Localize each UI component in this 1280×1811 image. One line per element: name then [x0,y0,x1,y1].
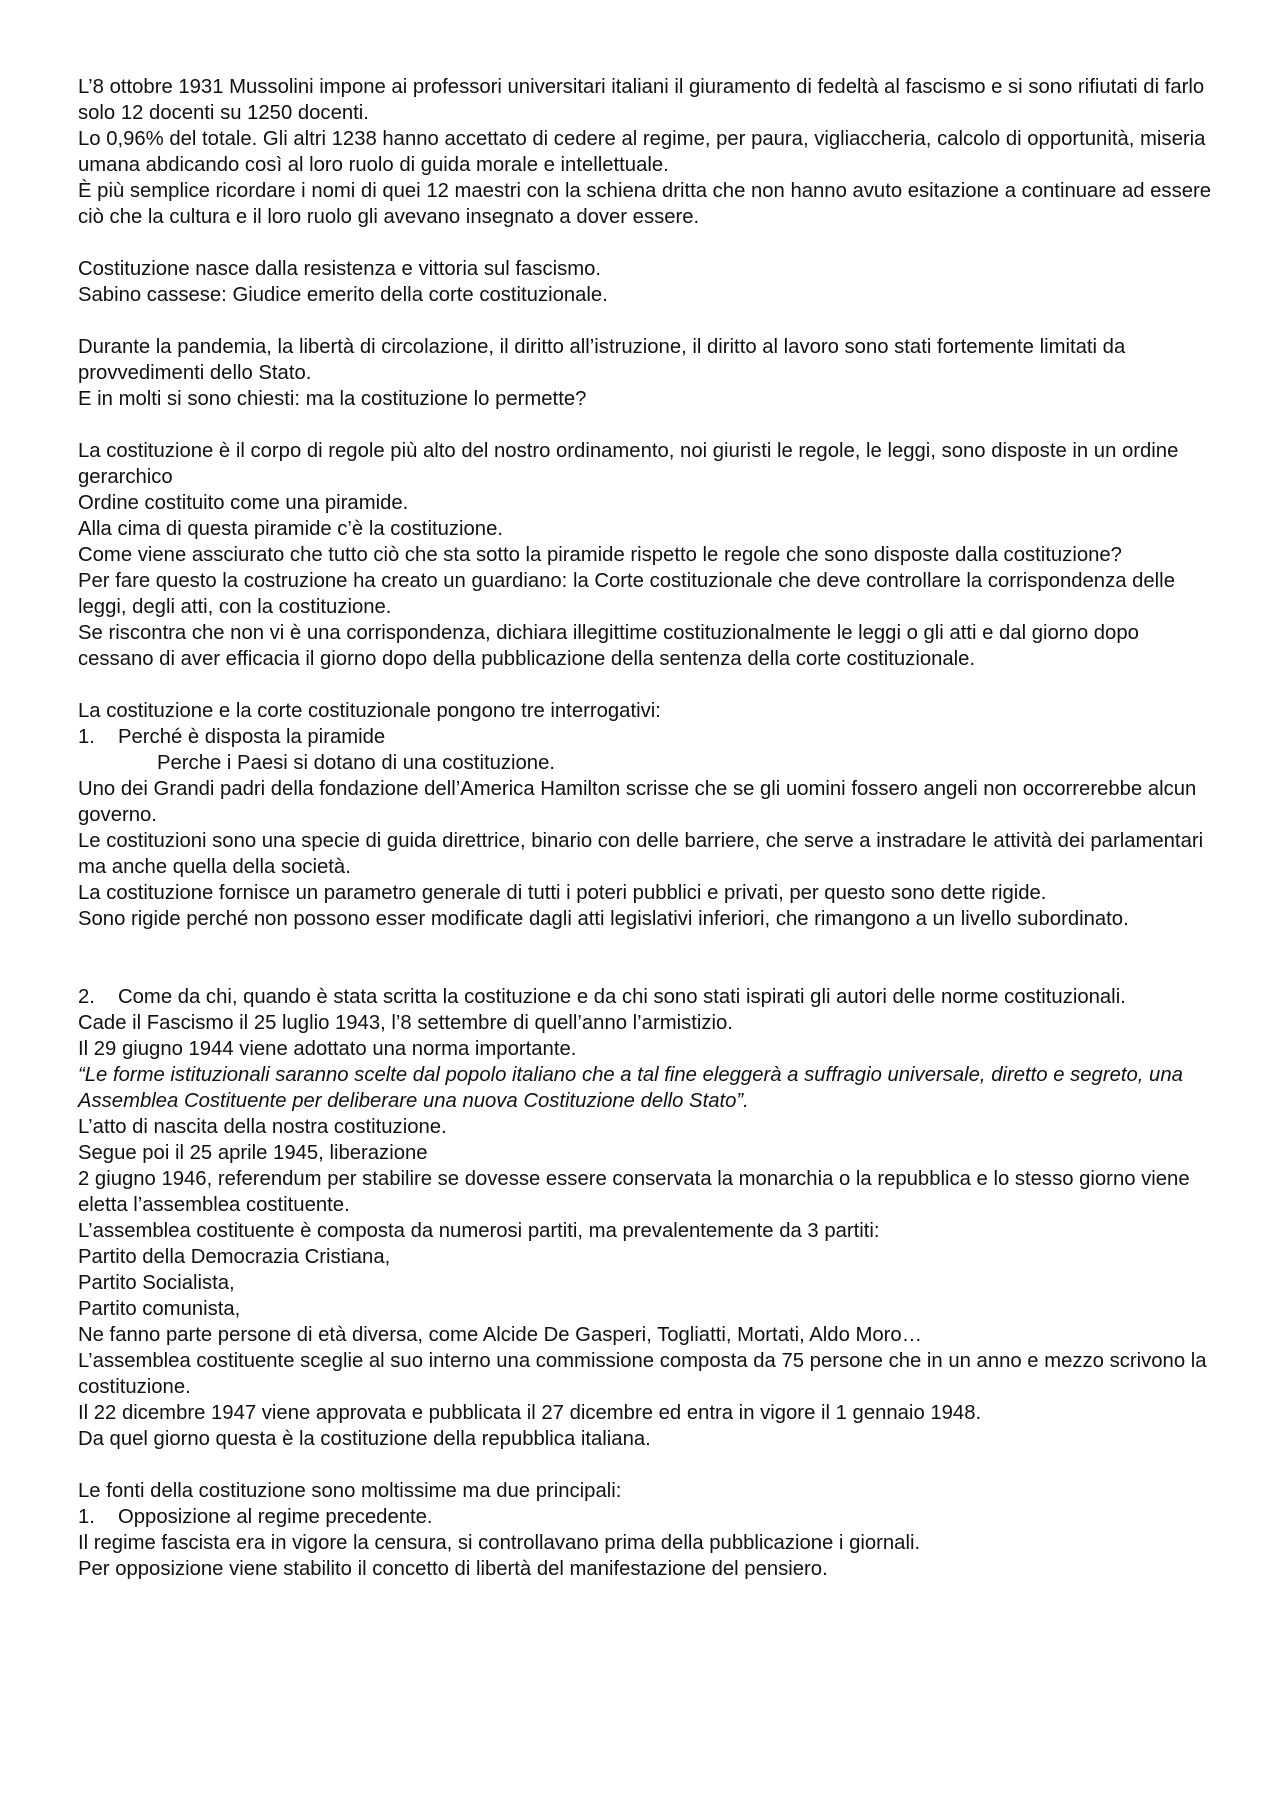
paragraph: Uno dei Grandi padri della fondazione dell’America Hamilton scrisse che se gli uomini fossero angeli non occorrerebbe alcun governo. [78,778,1197,826]
paragraph: Sabino cassese: Giudice emerito della corte costituzionale. [78,284,608,306]
item-number: 1. [78,726,95,748]
paragraph: Le fonti della costituzione sono moltissime ma due principali: [78,1480,622,1502]
paragraph: Segue poi il 25 aprile 1945, liberazione [78,1142,428,1164]
paragraph: Le costituzioni sono una specie di guida direttrice, binario con delle barriere, che serve a instradare le attività dei parlamentari ma anche quella della società. [78,830,1204,878]
item-number: 1. [78,1506,95,1528]
paragraph: La costituzione fornisce un parametro generale di tutti i poteri pubblici e privati, per questo sono dette rigide. [78,882,1047,904]
item-text: Come da chi, quando è stata scritta la costituzione e da chi sono stati ispirati gli autori delle norme costituzionali. [118,986,1126,1008]
paragraph: L’atto di nascita della nostra costituzione. [78,1116,447,1138]
spacer [78,308,1218,334]
spacer [78,1452,1218,1478]
paragraph: La costituzione è il corpo di regole più alto del nostro ordinamento, noi giuristi le regole, le leggi, sono disposte in un ordine gerarchico [78,440,1179,488]
paragraph: E in molti si sono chiesti: ma la costituzione lo permette? [78,388,587,410]
paragraph: La costituzione e la corte costituzionale pongono tre interrogativi: [78,700,661,722]
numbered-item [78,984,1218,1010]
paragraph: Alla cima di questa piramide c’è la costituzione. [78,518,503,540]
paragraph: Durante la pandemia, la libertà di circolazione, il diritto all’istruzione, il diritto al lavoro sono stati fortemente limitati da provvedimenti dello Stato. [78,336,1126,384]
paragraph: Ordine costituito come una piramide. [78,492,409,514]
paragraph: Il regime fascista era in vigore la censura, si controllavano prima della pubblicazione i giornali. [78,1532,921,1554]
paragraph: Partito Socialista, [78,1272,235,1294]
quotation: “Le forme istituzionali saranno scelte dal popolo italiano che a tal fine eleggerà a suffragio universale, diretto e segreto, una Assemblea Costituente per deliberare una nuova Costituzione dello Stato”. [78,1064,1183,1112]
item-number: 2. [78,986,95,1008]
spacer [78,672,1218,698]
paragraph: Da quel giorno questa è la costituzione della repubblica italiana. [78,1428,651,1450]
paragraph: Se riscontra che non vi è una corrispondenza, dichiara illegittime costituzionalmente le leggi o gli atti e dal giorno dopo cessano di aver efficacia il giorno dopo della pubblicazione della sentenza della corte costituzionale. [78,622,1139,670]
paragraph: 2 giugno 1946, referendum per stabilire se dovesse essere conservata la monarchia o la repubblica e lo stesso giorno viene eletta l’assemblea costituente. [78,1168,1190,1216]
paragraph: Per opposizione viene stabilito il concetto di libertà del manifestazione del pensiero. [78,1558,828,1580]
paragraph: Partito della Democrazia Cristiana, [78,1246,391,1268]
paragraph: È più semplice ricordare i nomi di quei 12 maestri con la schiena dritta che non hanno avuto esitazione a continuare ad essere ciò che la cultura e il loro ruolo gli avevano insegnato a dover essere. [78,180,1212,228]
item-text: Perché è disposta la piramide [118,726,386,748]
paragraph: Ne fanno parte persone di età diversa, come Alcide De Gasperi, Togliatti, Mortati, Aldo Moro… [78,1324,922,1346]
paragraph: L’assemblea costituente sceglie al suo interno una commissione composta da 75 persone che in un anno e mezzo scrivono la costituzione. [78,1350,1207,1398]
indented-line: Perche i Paesi si dotano di una costituzione. [157,752,555,774]
paragraph: Costituzione nasce dalla resistenza e vittoria sul fascismo. [78,258,602,280]
item-text: Opposizione al regime precedente. [118,1506,433,1528]
paragraph: Per fare questo la costruzione ha creato un guardiano: la Corte costituzionale che deve controllare la corrispondenza delle leggi, degli atti, con la costituzione. [78,570,1175,618]
paragraph: L’8 ottobre 1931 Mussolini impone ai professori universitari italiani il giuramento di fedeltà al fascismo e si sono rifiutati di farlo solo 12 docenti su 1250 docenti. [78,76,1205,124]
spacer [78,932,1218,984]
paragraph: L’assemblea costituente è composta da numerosi partiti, ma prevalentemente da 3 partiti: [78,1220,880,1242]
numbered-item [78,1504,1218,1530]
numbered-item [78,724,1218,750]
spacer [78,412,1218,438]
paragraph: Cade il Fascismo il 25 luglio 1943, l’8 settembre di quell’anno l’armistizio. [78,1012,733,1034]
paragraph: Partito comunista, [78,1298,241,1320]
document-body [78,74,1218,1582]
paragraph: Il 29 giugno 1944 viene adottato una norma importante. [78,1038,577,1060]
spacer [78,230,1218,256]
paragraph: Lo 0,96% del totale. Gli altri 1238 hanno accettato di cedere al regime, per paura, vigliaccheria, calcolo di opportunità, miseria umana abdicando così al loro ruolo di guida morale e intellettuale. [78,128,1206,176]
paragraph: Il 22 dicembre 1947 viene approvata e pubblicata il 27 dicembre ed entra in vigore il 1 gennaio 1948. [78,1402,982,1424]
paragraph: Come viene assciurato che tutto ciò che sta sotto la piramide rispetto le regole che sono disposte dalla costituzione? [78,544,1122,566]
paragraph: Sono rigide perché non possono esser modificate dagli atti legislativi inferiori, che rimangono a un livello subordinato. [78,908,1129,930]
